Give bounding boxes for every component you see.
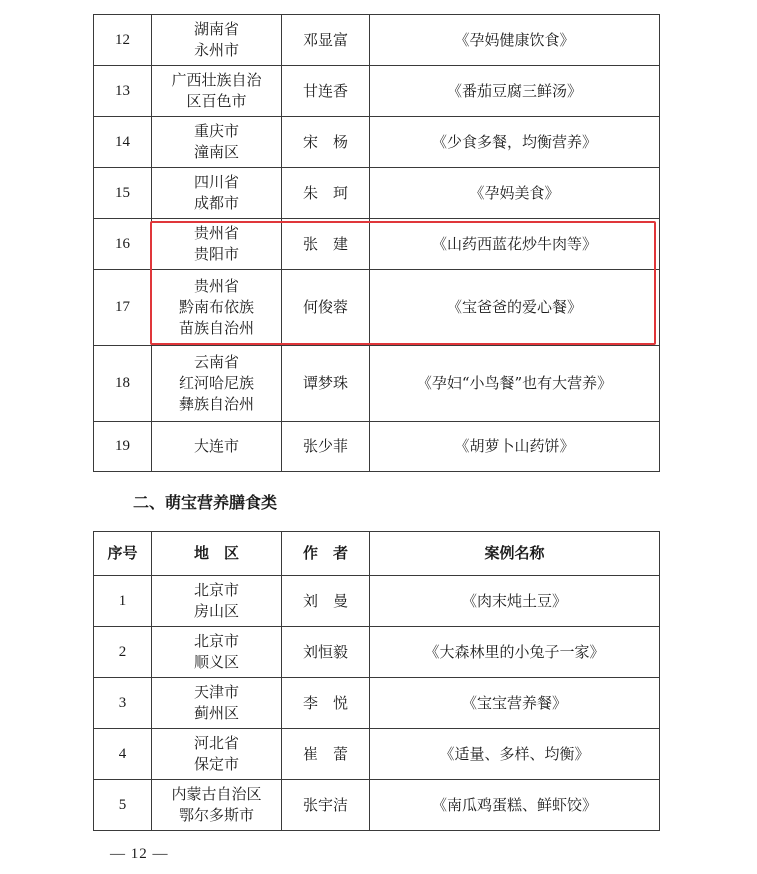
table-pregnancy-cases: [93, 14, 660, 472]
table-row: [94, 346, 660, 422]
table-row: [94, 168, 660, 219]
row-author: 朱 珂: [282, 168, 370, 219]
page-number: — 12 —: [110, 846, 169, 862]
table-row: [94, 678, 660, 729]
table-row: [94, 576, 660, 627]
row-number: 17: [94, 270, 152, 346]
row-region: 贵州省 贵阳市: [152, 219, 282, 270]
table-row: [94, 780, 660, 831]
row-region: 四川省 成都市: [152, 168, 282, 219]
header-row: [94, 532, 660, 576]
row-case-title: 《南瓜鸡蛋糕、鲜虾饺》: [370, 780, 660, 831]
row-region: 云南省 红河哈尼族 彝族自治州: [152, 346, 282, 422]
table-row: [94, 15, 660, 66]
header-case-title: 案例名称: [370, 532, 660, 576]
row-number: 5: [94, 780, 152, 831]
row-case-title: 《胡萝卜山药饼》: [370, 422, 660, 472]
row-author: 张 建: [282, 219, 370, 270]
row-region: 北京市 顺义区: [152, 627, 282, 678]
row-case-title: 《适量、多样、均衡》: [370, 729, 660, 780]
row-case-title: 《肉末炖土豆》: [370, 576, 660, 627]
row-number: 1: [94, 576, 152, 627]
table-row: [94, 66, 660, 117]
row-author: 宋 杨: [282, 117, 370, 168]
row-author: 崔 蕾: [282, 729, 370, 780]
row-region: 内蒙古自治区 鄂尔多斯市: [152, 780, 282, 831]
row-author: 刘 曼: [282, 576, 370, 627]
row-number: 2: [94, 627, 152, 678]
row-number: 16: [94, 219, 152, 270]
row-case-title: 《孕妈美食》: [370, 168, 660, 219]
section-title: 二、萌宝营养膳食类: [133, 493, 278, 512]
row-region: 湖南省 永州市: [152, 15, 282, 66]
row-region: 天津市 蓟州区: [152, 678, 282, 729]
row-number: 15: [94, 168, 152, 219]
row-case-title: 《宝宝营养餐》: [370, 678, 660, 729]
row-author: 刘恒毅: [282, 627, 370, 678]
row-number: 13: [94, 66, 152, 117]
row-author: 张少菲: [282, 422, 370, 472]
header-region: 地 区: [152, 532, 282, 576]
row-case-title: 《孕妇“小鸟餐”也有大营养》: [370, 346, 660, 422]
row-region: 河北省 保定市: [152, 729, 282, 780]
table-row: [94, 219, 660, 270]
row-number: 14: [94, 117, 152, 168]
table-row: [94, 422, 660, 472]
row-number: 18: [94, 346, 152, 422]
table-row: [94, 117, 660, 168]
row-region: 贵州省 黔南布依族 苗族自治州: [152, 270, 282, 346]
row-region: 大连市: [152, 422, 282, 472]
header-author: 作 者: [282, 532, 370, 576]
row-number: 4: [94, 729, 152, 780]
table-body: [94, 15, 660, 472]
row-region: 重庆市 潼南区: [152, 117, 282, 168]
table-body: [94, 576, 660, 831]
row-case-title: 《大森林里的小兔子一家》: [370, 627, 660, 678]
row-region: 北京市 房山区: [152, 576, 282, 627]
row-author: 甘连香: [282, 66, 370, 117]
row-author: 何俊蓉: [282, 270, 370, 346]
row-case-title: 《宝爸爸的爱心餐》: [370, 270, 660, 346]
table-row: [94, 270, 660, 346]
row-author: 张宇洁: [282, 780, 370, 831]
row-author: 邓显富: [282, 15, 370, 66]
row-number: 3: [94, 678, 152, 729]
table-row: [94, 729, 660, 780]
row-author: 谭梦珠: [282, 346, 370, 422]
row-case-title: 《孕妈健康饮食》: [370, 15, 660, 66]
row-case-title: 《番茄豆腐三鲜汤》: [370, 66, 660, 117]
row-author: 李 悦: [282, 678, 370, 729]
row-case-title: 《山药西蓝花炒牛肉等》: [370, 219, 660, 270]
header-number: 序号: [94, 532, 152, 576]
row-number: 19: [94, 422, 152, 472]
row-number: 12: [94, 15, 152, 66]
table-header: [94, 532, 660, 576]
table-row: [94, 627, 660, 678]
row-case-title: 《少食多餐，均衡营养》: [370, 117, 660, 168]
table-baby-nutrition-cases: [93, 531, 660, 831]
row-region: 广西壮族自治 区百色市: [152, 66, 282, 117]
